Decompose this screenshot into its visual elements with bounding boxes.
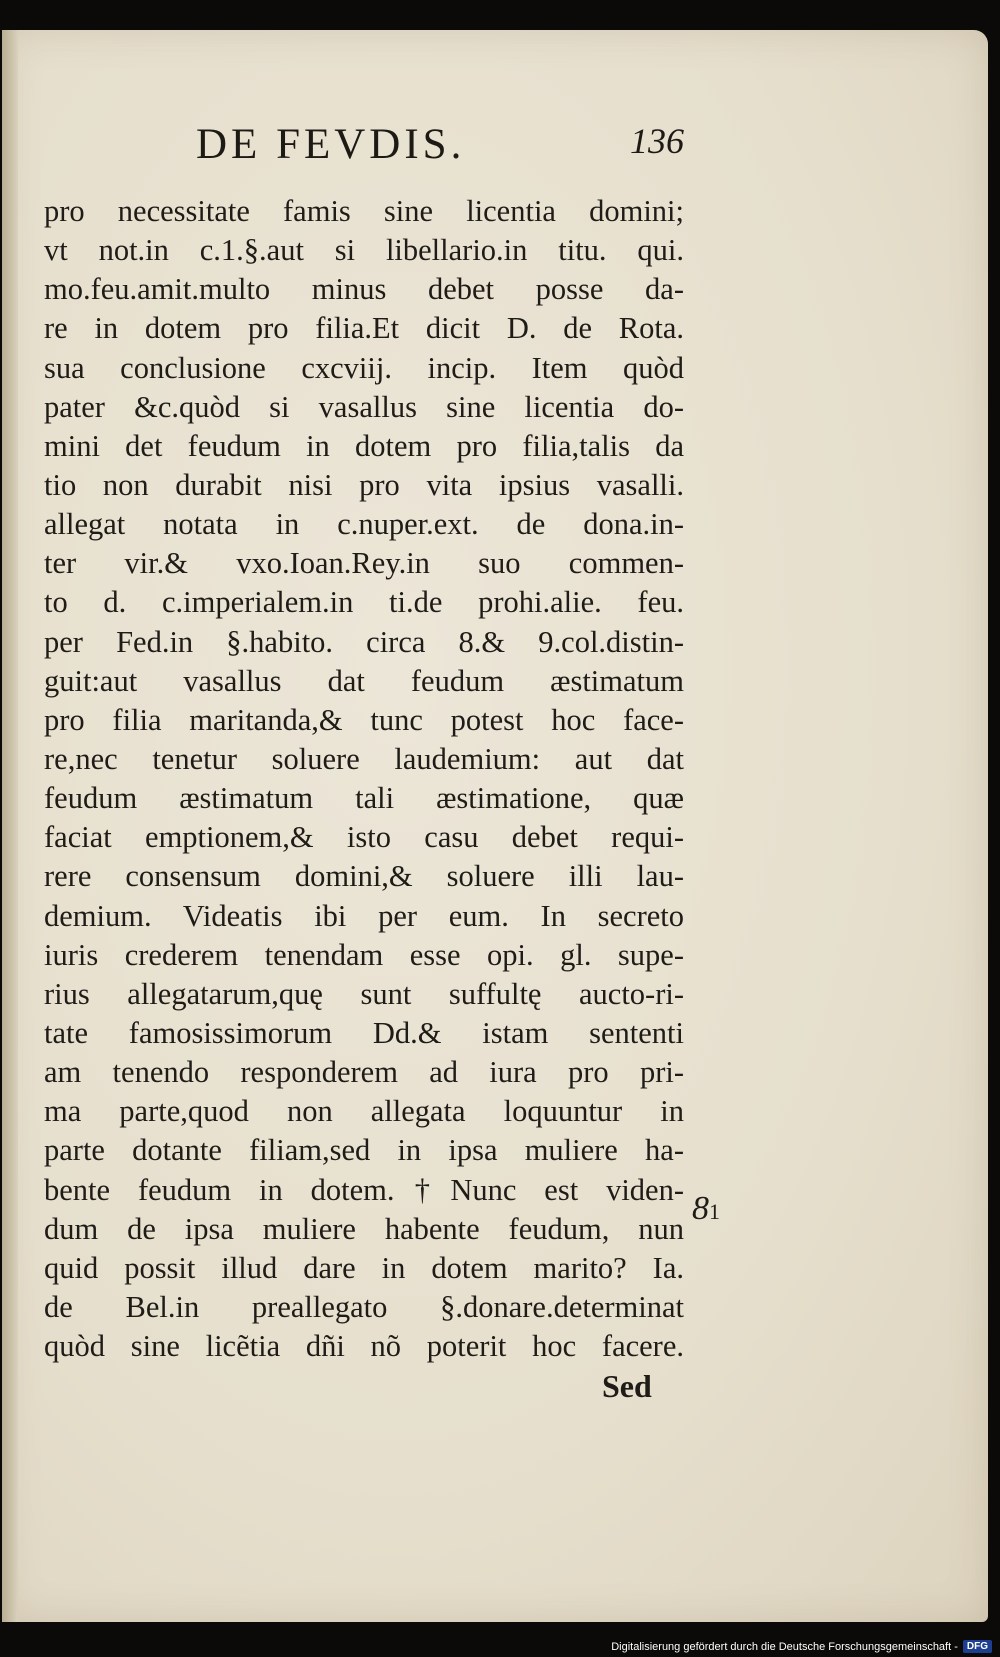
text-line: pro filia maritanda,& tunc potest hoc face- bbox=[44, 702, 684, 737]
text-line: rere consensum domini,& soluere illi lau- bbox=[44, 859, 684, 894]
text-line: mini det feudum in dotem pro filia,talis da bbox=[44, 428, 684, 463]
text-line: feudum æstimatum tali æstimatione, quæ bbox=[44, 781, 684, 816]
text-line: quid possit illud dare in dotem marito? Ia. bbox=[44, 1250, 684, 1285]
folio-number: 136 bbox=[630, 121, 684, 161]
text-line: pro necessitate famis sine licentia domini; bbox=[44, 194, 684, 228]
text-line: pater &c.quòd si vasallus sine licentia do- bbox=[44, 389, 684, 424]
text-line: parte dotante filiam,sed in ipsa muliere ha- bbox=[44, 1133, 684, 1168]
text-line: allegat notata in c.nuper.ext. de dona.in- bbox=[44, 507, 684, 542]
text-line: re,nec tenetur soluere laudemium: aut dat bbox=[44, 741, 684, 776]
page-edge bbox=[2, 30, 18, 1622]
text-line: to d. c.imperialem.in ti.de prohi.alie. feu. bbox=[44, 585, 684, 620]
marginal-note-sub: 1 bbox=[709, 1199, 720, 1224]
marginal-note bbox=[692, 1190, 720, 1228]
body-text bbox=[44, 192, 684, 1366]
text-line: bente feudum in dotem.†Nunc est viden- bbox=[44, 1172, 684, 1207]
dfg-logo: DFG bbox=[963, 1640, 992, 1653]
text-line: rius allegatarum,quę sunt suffultę aucto-ri- bbox=[44, 976, 684, 1011]
text-line: demium. Videatis ibi per eum. In secreto bbox=[44, 898, 684, 933]
page-header bbox=[44, 120, 684, 180]
text-line: de Bel.in preallegato §.donare.determinat bbox=[44, 1289, 684, 1324]
text-line: tate famosissimorum Dd.& istam sententi bbox=[44, 1015, 684, 1050]
credit-text: Digitalisierung gefördert durch die Deutsche Forschungsgemeinschaft - bbox=[611, 1640, 958, 1653]
catchword: Sed bbox=[602, 1368, 652, 1404]
text-line: guit:aut vasallus dat feudum æstimatum bbox=[44, 663, 684, 698]
text-line: mo.feu.amit.multo minus debet posse da- bbox=[44, 272, 684, 307]
text-line: dum de ipsa muliere habente feudum, nun bbox=[44, 1211, 684, 1246]
text-line: ter vir.& vxo.Ioan.Rey.in suo commen- bbox=[44, 546, 684, 581]
text-line: sua conclusione cxcviij. incip. Item quòd bbox=[44, 350, 684, 385]
text-line: vt not.in c.1.§.aut si libellario.in titu. qui. bbox=[44, 233, 684, 268]
text-line: quòd sine licẽtia dñi nõ poterit hoc facere. bbox=[44, 1329, 684, 1364]
text-line: tio non durabit nisi pro vita ipsius vasalli. bbox=[44, 467, 684, 502]
running-title: DE FEVDIS. bbox=[196, 121, 466, 168]
book-page bbox=[2, 30, 988, 1622]
text-line: per Fed.in §.habito. circa 8.& 9.col.distin- bbox=[44, 624, 684, 659]
marginal-note-main: 8 bbox=[692, 1190, 709, 1227]
digitization-credit bbox=[611, 1640, 992, 1653]
text-line: am tenendo responderem ad iura pro pri- bbox=[44, 1055, 684, 1090]
text-line: faciat emptionem,& isto casu debet requi- bbox=[44, 820, 684, 855]
text-line: re in dotem pro filia.Et dicit D. de Rota. bbox=[44, 311, 684, 346]
text-line: ma parte,quod non allegata loquuntur in bbox=[44, 1094, 684, 1129]
text-line: iuris crederem tenendam esse opi. gl. supe- bbox=[44, 937, 684, 972]
